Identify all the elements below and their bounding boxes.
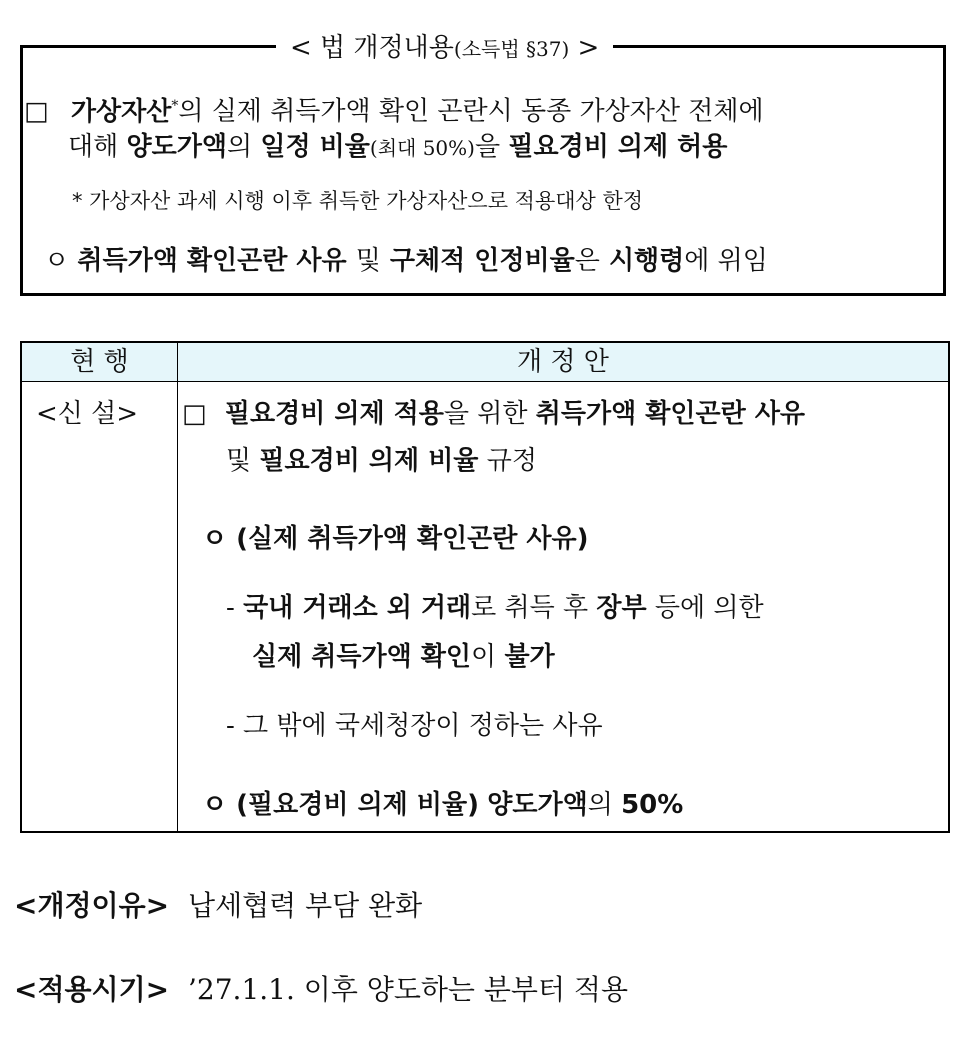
checkbox-bullet-icon: □ — [182, 399, 207, 429]
reason-item-2: - 그 밖에 국세청장이 정하는 사유 — [226, 711, 603, 741]
reason-item-1-line2: 실제 취득가액 확인이 불가 — [252, 642, 555, 672]
column-divider — [177, 343, 178, 831]
checkbox-bullet-icon: □ — [24, 96, 49, 127]
application-timing: <적용시기> ’27.1.1. 이후 양도하는 분부터 적용 — [14, 973, 629, 1006]
reason-item-1-line1: - 국내 거래소 외 거래로 취득 후 장부 등에 의한 — [226, 593, 764, 623]
main-bullet-line2: 대해 양도가액의 일정 비율(최대 50%)을 필요경비 의제 허용 — [68, 132, 728, 162]
ratio-line: ㅇ (필요경비 의제 비율) 양도가액의 50% — [202, 790, 684, 820]
main-bullet-line1: □ 가상자산*의 실제 취득가액 확인 곤란시 동종 가상자산 전체에 — [24, 96, 764, 127]
amendment-reason: <개정이유> 납세협력 부담 완화 — [14, 889, 423, 922]
header-proposed: 개 정 안 — [517, 347, 609, 377]
proposed-line1: □ 필요경비 의제 적용을 위한 취득가액 확인곤란 사유 — [182, 399, 806, 429]
header-current: 현 행 — [70, 347, 129, 377]
reason-subheading: ㅇ (실제 취득가액 확인곤란 사유) — [202, 524, 589, 554]
sub-bullet-delegation: ㅇ 취득가액 확인곤란 사유 및 구체적 인정비율은 시행령에 위임 — [44, 246, 768, 276]
law-box-title: < 법 개정내용(소득법 §37) > — [276, 30, 613, 67]
current-new-cell: <신 설> — [36, 399, 139, 429]
footnote: * 가상자산 과세 시행 이후 취득한 가상자산으로 적용대상 한정 — [72, 189, 644, 213]
proposed-line2: 및 필요경비 의제 비율 규정 — [226, 446, 537, 476]
